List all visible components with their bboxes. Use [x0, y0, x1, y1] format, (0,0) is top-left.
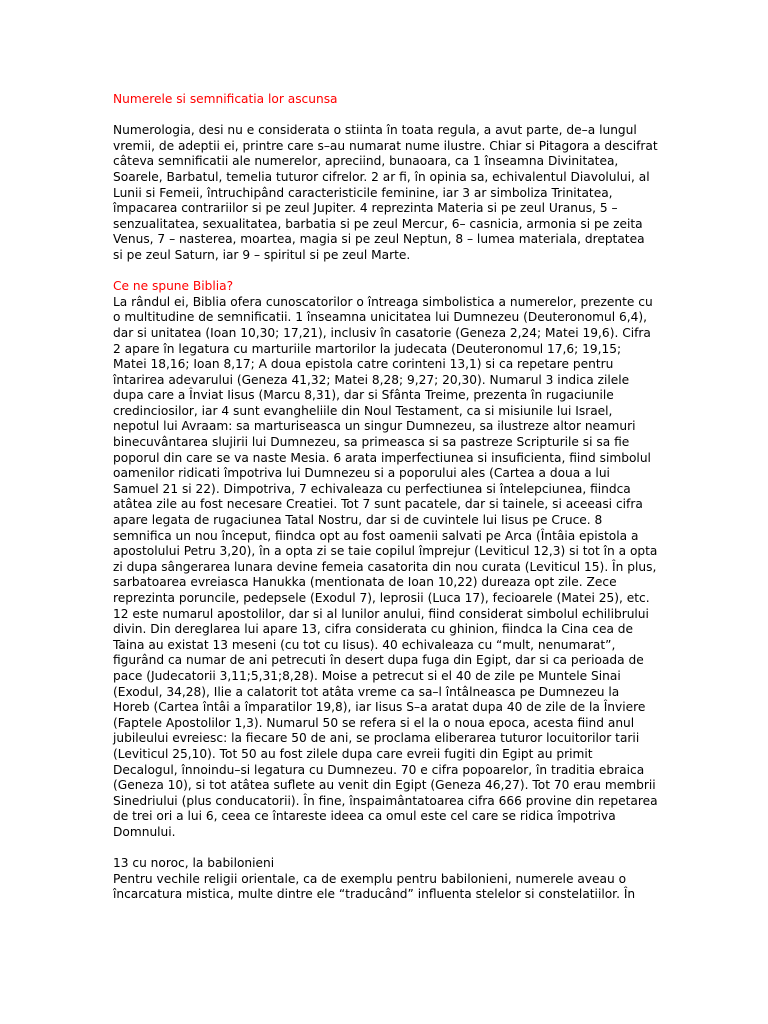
intro-paragraph: Numerologia, desi nu e considerata o stiinta în toata regula, a avut parte, de–a lungul vremii, de adeptii ei, printre care s–au numarat nume ilustre. Chiar si Pitagora a descifrat câteva semnificatii ale numerelor, apreciind, bunaoara, ca 1 înseamna Divinitatea, Soarele, Barbatul, temelia tuturor cifrelor. 2 ar fi, în opinia sa, echivalentul Diavolului, al Lunii si Femeii, întruchipând caracteristicile feminine, iar 3 ar simboliza Trinitatea, împacarea contrariilor si pe zeul Jupiter. 4 reprezinta Materia si pe zeul Uranus, 5 – senzualitatea, sexualitatea, barbatia si pe zeul Mercur, 6– casnicia, armonia si pe zeita Venus, 7 – nasterea, moartea, magia si pe zeul Neptun, 8 – lumea materiala, dreptatea si pe zeul Saturn, iar 9 – spiritul si pe zeul Marte.	[113, 123, 658, 262]
document-page	[113, 92, 658, 903]
spacer	[113, 108, 658, 124]
spacer	[113, 841, 658, 857]
document-title: Numerele si semnificatia lor ascunsa	[113, 92, 338, 106]
section-heading-babilonieni: 13 cu noroc, la babilonieni	[113, 856, 275, 871]
spacer	[113, 264, 658, 280]
section-heading-biblia: Ce ne spune Biblia?	[113, 279, 234, 294]
section-body-biblia: La rândul ei, Biblia ofera cunoscatorilor o întreaga simbolistica a numerelor, prezente cu o multitudine de semnificatii. 1 înseamna unicitatea lui Dumnezeu (Deuteronomul 6,4), dar si unitatea (Ioan 10,30; 17,21), inclusiv în casatorie (Geneza 2,24; Matei 19,6). Cifra 2 apare în legatura cu marturiile martorilor la judecata (Deuteronomul 17,6; 19,15; Matei 18,16; Ioan 8,17; A doua epistola catre corinteni 13,1) si ca repetare pentru întarirea adevarului (Geneza 41,32; Matei 8,28; 9,27; 20,30). Numarul 3 indica zilele dupa care a Înviat Iisus (Marcu 8,31), dar si Sfânta Treime, prezenta în rugaciunile credinciosilor, iar 4 sunt evangheliile din Noul Testament, ca si misiunile lui Israel, nepotul lui Avraam: sa marturiseasca un singur Dumnezeu, sa ilustreze altor neamuri binecuvântarea slujirii lui Dumnezeu, sa primeasca si sa pastreze Scripturile si sa fie poporul din care se va naste Mesia. 6 arata imperfectiunea si insuficienta, fiind simbolul oamenilor ridicati împotriva lui Dumnezeu si a poporului ales (Cartea a doua a lui Samuel 21 si 22). Dimpotriva, 7 echivaleaza cu perfectiunea si întelepciunea, fiindca atâtea zile au fost necesare Creatiei. Tot 7 sunt pacatele, dar si tainele, si aceeasi cifra apare legata de rugaciunea Tatal Nostru, dar si de cuvintele lui Iisus pe Cruce. 8 semnifica un nou început, fiindca opt au fost oamenii salvati pe Arca (Întâia epistola a apostolului Petru 3,20), în a opta zi se taie copilul împrejur (Leviticul 12,3) si tot în a opta zi dupa sângerarea lunara devine femeia casatorita din nou curata (Leviticul 15). În plus, sarbatoarea evreiasca Hanukka (mentionata de Ioan 10,22) dureaza opt zile. Zece reprezinta poruncile, pedepsele (Exodul 7), leprosii (Luca 17), fecioarele (Matei 25), etc. 12 este numarul apostolilor, dar si al lunilor anului, fiind considerat simbolul echilibrului divin. Din dereglarea lui apare 13, cifra considerata cu ghinion, fiindca la Cina cea de Taina au existat 13 meseni (cu tot cu Iisus). 40 echivaleaza cu “mult, nenumarat”, figurând ca numar de ani petrecuti în desert dupa fuga din Egipt, dar si ca perioada de pace (Judecatorii 3,11;5,31;8,28). Moise a petrecut si el 40 de zile pe Muntele Sinai (Exodul, 34,28), Ilie a calatorit tot atâta vreme ca sa–l întâlneasca pe Dumnezeu la Horeb (Cartea întâi a împaratilor 19,8), iar Iisus S–a aratat dupa 40 de zile de la Înviere (Faptele Apostolilor 1,3). Numarul 50 se refera si el la o noua epoca, acesta fiind anul jubileului evreiesc: la fiecare 50 de ani, se proclama eliberarea tuturor locuitorilor tarii (Leviticul 25,10). Tot 50 au fost zilele dupa care evreii fugiti din Egipt au primit Decalogul, înnoindu–si legatura cu Dumnezeu. 70 e cifra popoarelor, în traditia ebraica (Geneza 10), si tot atâtea suflete au venit din Egipt (Geneza 46,27). Tot 70 erau membrii Sinedriului (plus conducatorii). În fine, înspaimântatoarea cifra 666 provine din repetarea de trei ori a lui 6, ceea ce întareste ideea ca omul este cel care se ridica împotriva Domnului.	[113, 294, 658, 839]
section-body-babilonieni: Pentru vechile religii orientale, ca de exemplu pentru babilonieni, numerele aveau o încarcatura mistica, multe dintre ele “traducând” influenta stelelor si constelatiilor. În	[113, 871, 636, 902]
